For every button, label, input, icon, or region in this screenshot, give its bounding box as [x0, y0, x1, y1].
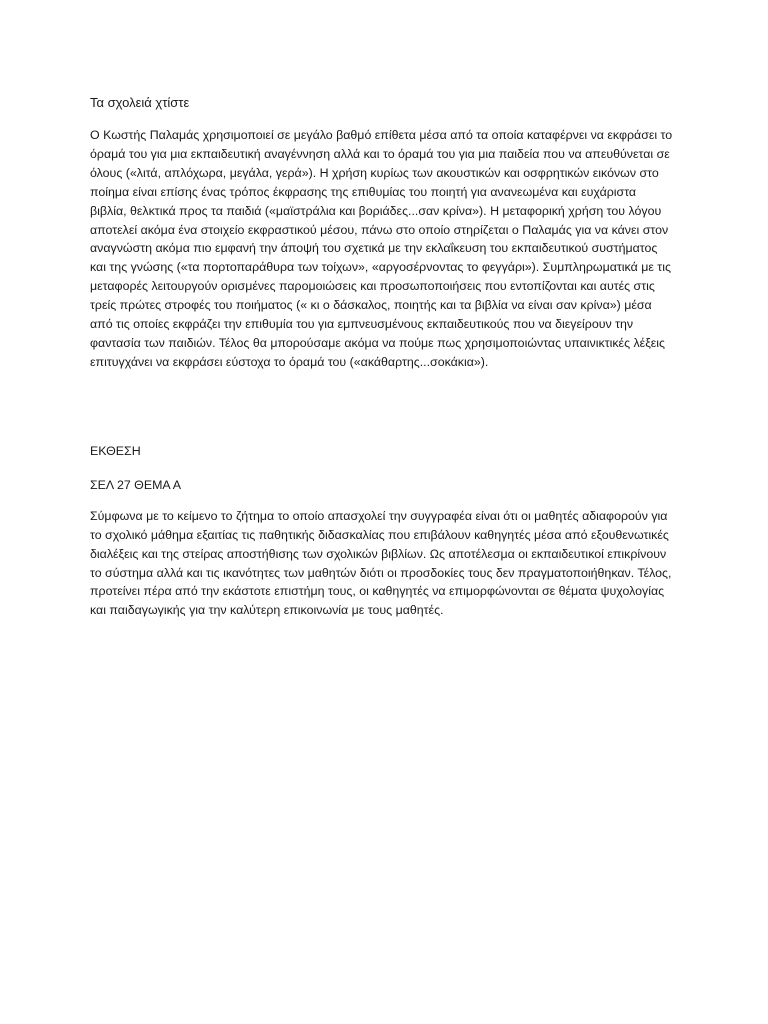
essay-heading: ΕΚΘΕΣΗ: [90, 443, 141, 458]
essay-subheading: ΣΕΛ 27 ΘΕΜΑ Α: [90, 477, 182, 492]
essay-paragraph: Σύμφωνα με το κείμενο το ζήτημα το οποίο απασχολεί την συγγραφέα είναι ότι οι μαθητές αδιαφορούν για το σχολικό μάθημα εξαιτίας τις παθητικής διδασκαλίας που επιβάλουν καθηγητές μέσα από εξουθενωτικές διαλέξεις και της στείρας αποστήθισης των σχολικών βιβλίων. Ως αποτέλεσμα οι εκπαιδευτικοί επικρίνουν το σύστημα αλλά και τις ικανότητες των μαθητών διότι οι προσδοκίες τους δεν πραγματοποιήθηκαν. Τέλος, προτείνει πέρα από την εκάστοτε επιστήμη τους, οι καθηγητές να επιμορφώνονται σε θέματα ψυχολογίας και παιδαγωγικής για την καλύτερη επικοινωνία με τους μαθητές.: [90, 508, 672, 618]
spacer: [90, 372, 673, 442]
section-title: Τα σχολειά χτίστε: [90, 95, 190, 110]
document-page: [90, 94, 673, 620]
body-paragraph: Ο Κωστής Παλαμάς χρησιμοποιεί σε μεγάλο βαθμό επίθετα μέσα από τα οποία καταφέρνει να εκφράσει το όραμά του για μια εκπαιδευτική αναγέννηση αλλά και το όραμά του για μια παιδεία που να απευθύνεται σε όλους («λιτά, απλόχωρα, μεγάλα, γερά»). Η χρήση κυρίως των ακουστικών και οσφρητικών εικόνων στο ποίημα είναι επίσης ένας τρόπος έκφρασης της επιθυμίας του ποιητή για ανανεωμένα και ευχάριστα βιβλία, θελκτικά προς τα παιδιά («μαϊστράλια και βοριάδες...σαν κρίνα»). Η μεταφορική χρήση του λόγου αποτελεί ακόμα ένα στοιχείο εκφραστικού μέσου, πάνω στο οποίο στηρίζεται ο Παλαμάς για να κάνει στον αναγνώστη ακόμα πιο εμφανή την άποψή του σχετικά με την εκλαΐκευση του εκπαιδευτικού συστήματος και της γνώσης («τα πορτοπαράθυρα των τοίχων», «αργοσέρνοντας το φεγγάρι»). Συμπληρωματικά με τις μεταφορές λειτουργούν ορισμένες παρομοιώσεις και προσωποποιήσεις που εντοπίζονται και αυτές στις τρείς πρώτες στροφές του ποιήματος (« κι ο δάσκαλος, ποιητής και τα βιβλία να είναι σαν κρίνα») μέσα από τις οποίες εκφράζει την επιθυμία του για εμπνευσμένους εκπαιδευτικούς που να διεγείρουν την φαντασία των παιδιών. Τέλος θα μπορούσαμε ακόμα να πούμε πως χρησιμοποιώντας υπαινικτικές λέξεις επιτυγχάνει να εκφράσει εύστοχα το όραμά του («ακάθαρτης...σοκάκια»).: [90, 128, 673, 369]
